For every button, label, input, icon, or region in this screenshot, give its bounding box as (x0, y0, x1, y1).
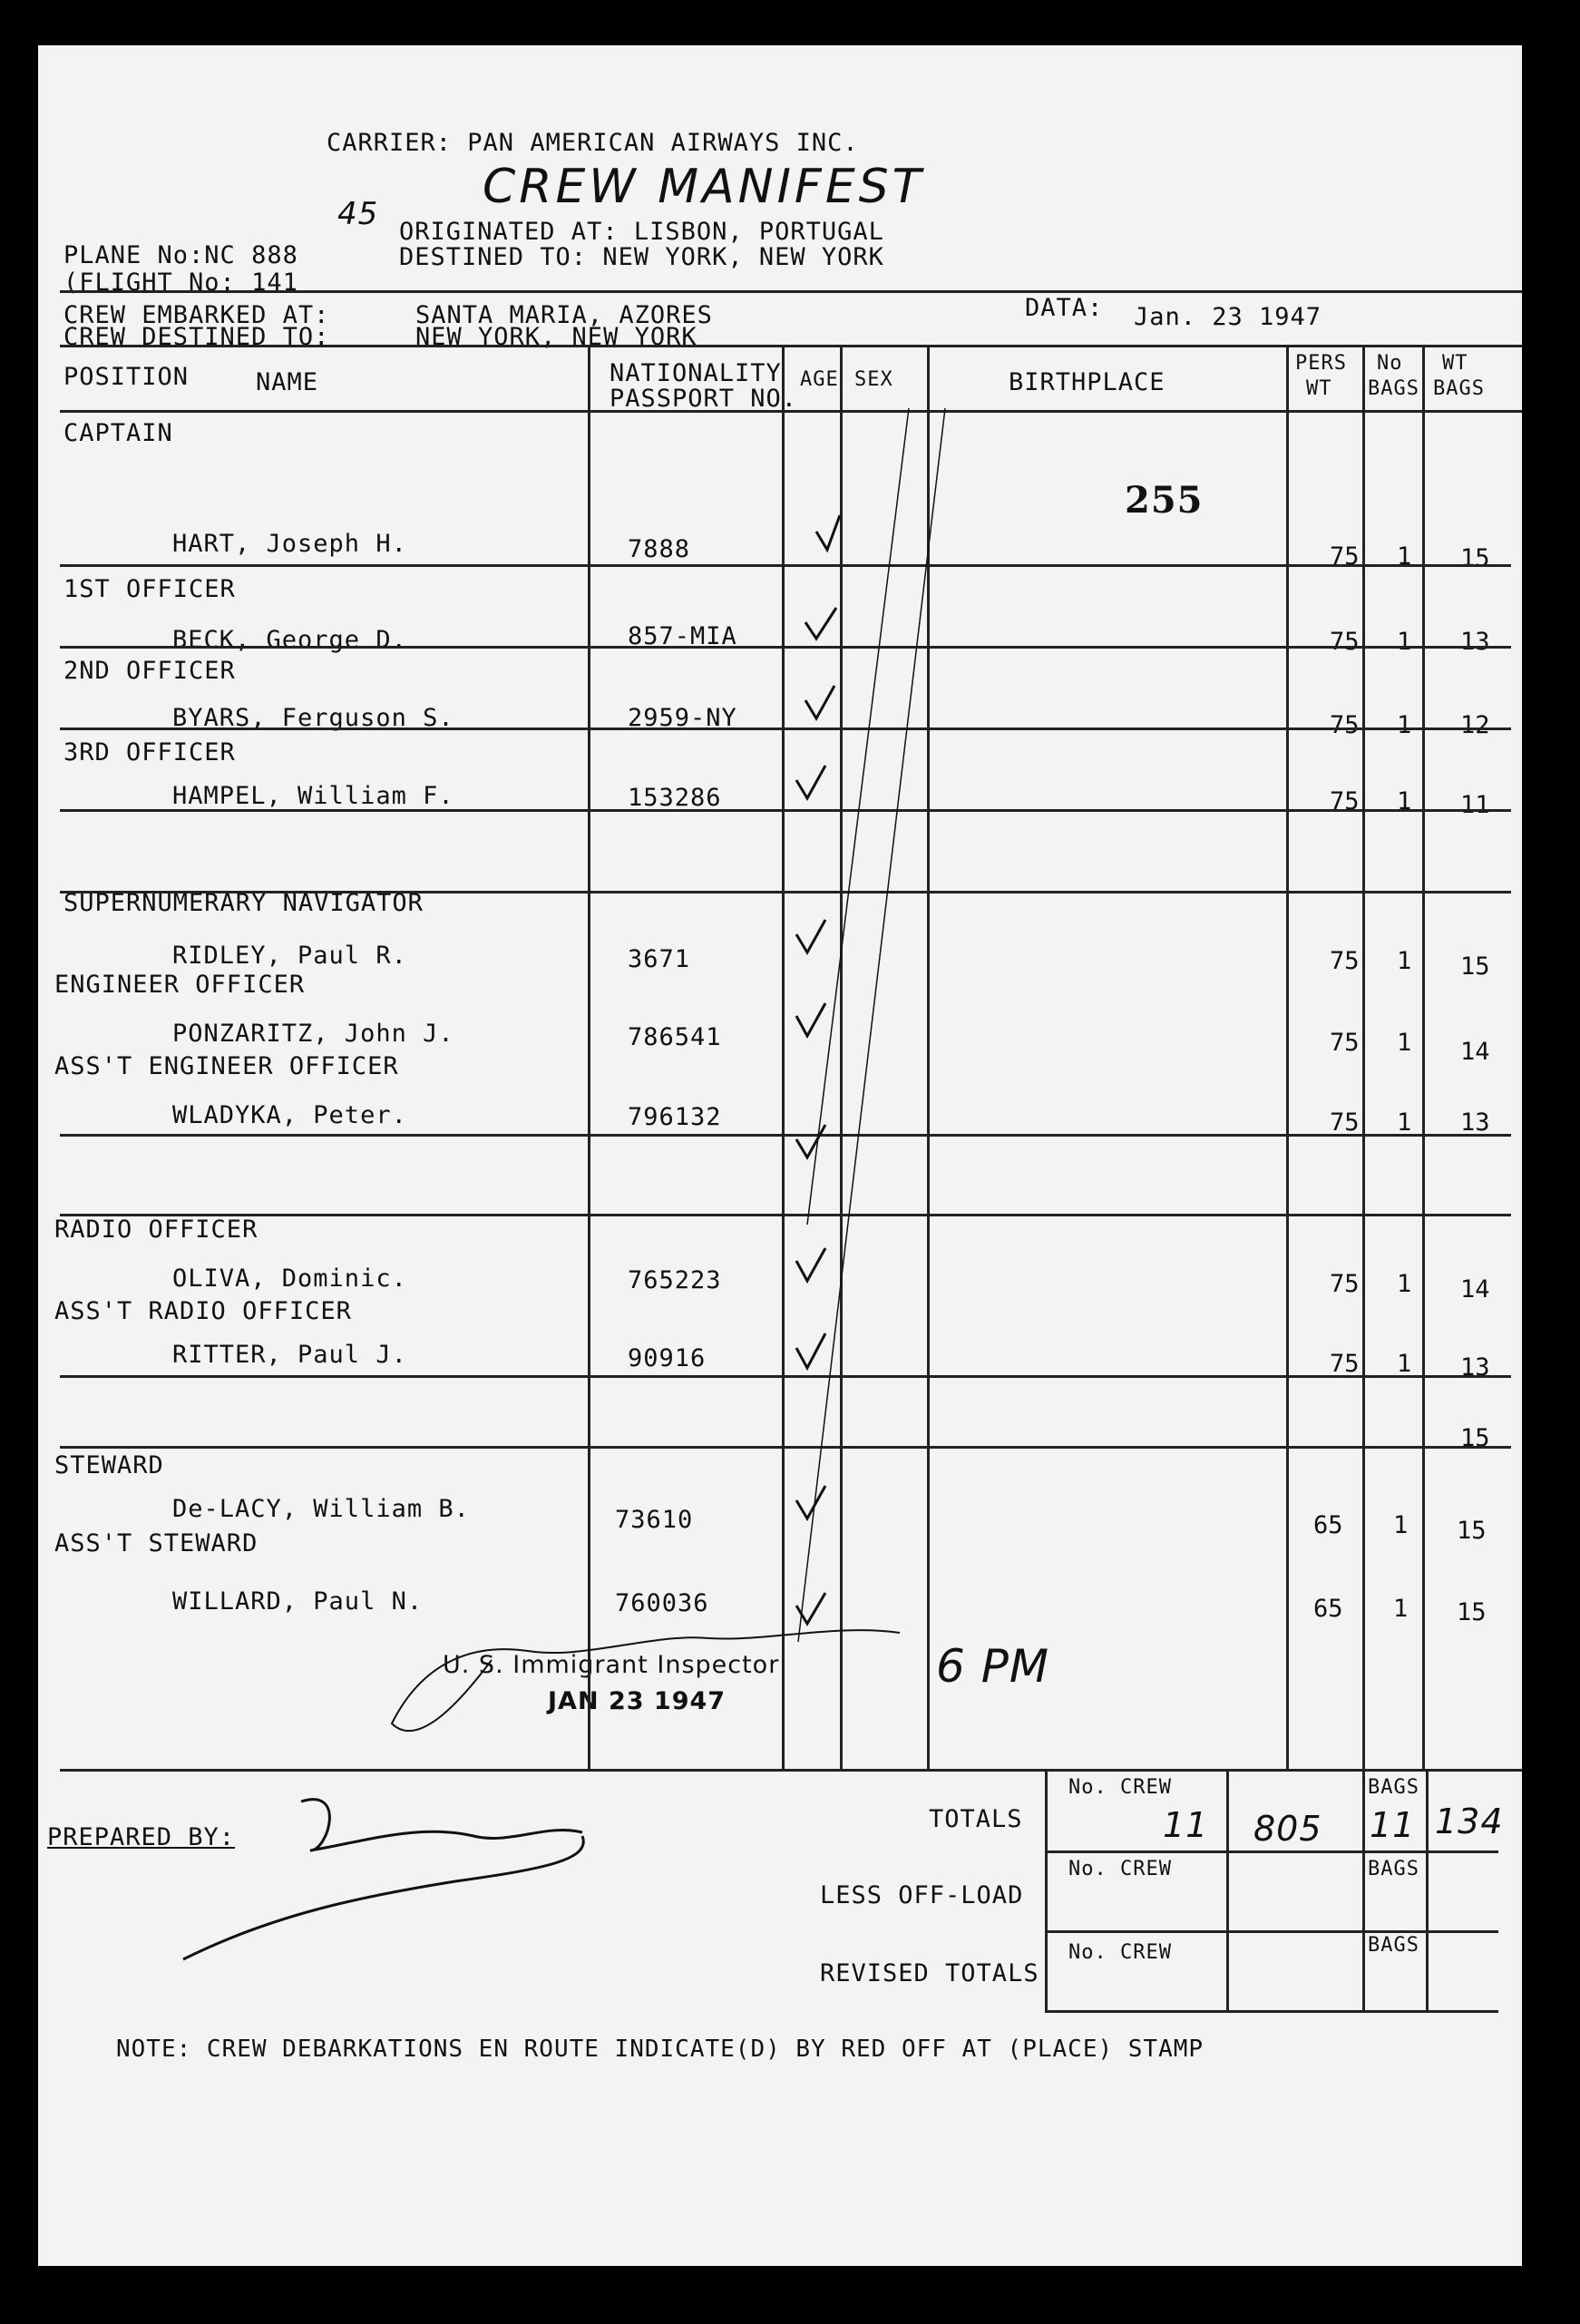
crew-bag-count: 1 (1397, 628, 1412, 656)
crew-bag-count: 1 (1397, 1270, 1412, 1298)
crew-passport: 796132 (628, 1103, 722, 1131)
crew-name: BECK, George D. (172, 626, 407, 654)
check-mark (816, 515, 840, 550)
crew-name: PONZARITZ, John J. (172, 1020, 454, 1048)
crew-bag-weight: 15 (1457, 1598, 1487, 1626)
col-sex: SEX (854, 368, 893, 391)
check-mark (796, 1248, 825, 1281)
crew-position: SUPERNUMERARY NAVIGATOR (63, 889, 424, 917)
crew-bag-count: 1 (1397, 1108, 1412, 1137)
col-bag-no: No (1377, 352, 1403, 375)
total-bags: 11 (1370, 1805, 1416, 1845)
crew-embarked-label: CREW EMBARKED AT: (63, 301, 330, 329)
crew-bag-count: 1 (1397, 1029, 1412, 1057)
prepared-by-label: PREPARED BY: (47, 1823, 236, 1851)
crew-bag-weight: 14 (1460, 1275, 1490, 1304)
revised-totals-label: REVISED TOTALS (820, 1959, 1039, 1987)
crew-weight: 75 (1330, 1029, 1360, 1057)
originated-at: ORIGINATED AT: LISBON, PORTUGAL (399, 218, 884, 246)
crew-bag-count: 1 (1397, 787, 1412, 815)
crew-weight: 75 (1330, 1270, 1360, 1298)
crew-bag-count: 1 (1397, 947, 1412, 975)
date-value: Jan. 23 1947 (1134, 303, 1322, 331)
col-pers-wt: WT (1306, 377, 1332, 400)
crew-weight: 75 (1330, 711, 1360, 739)
plane-number: PLANE No:NC 888 (63, 241, 298, 269)
check-mark (805, 686, 834, 718)
crew-bag-count: 1 (1393, 1511, 1409, 1539)
stamp-number: 255 (1125, 479, 1204, 522)
col-age: AGE (800, 368, 839, 391)
crew-position: ASS'T STEWARD (54, 1529, 258, 1557)
crew-bag-count: 1 (1397, 1350, 1412, 1378)
total-bag-weight: 134 (1435, 1802, 1504, 1841)
crew-passport: 153286 (628, 784, 722, 812)
less-bags-label: BAGS (1368, 1858, 1419, 1880)
crew-passport: 786541 (628, 1023, 722, 1051)
revised-no-crew-label: No. CREW (1068, 1941, 1172, 1964)
crew-bag-weight: 15 (1460, 952, 1490, 981)
check-mark (796, 920, 825, 952)
crew-name: HART, Joseph H. (172, 530, 407, 558)
crew-bag-weight: 11 (1460, 791, 1490, 819)
crew-name: WILLARD, Paul N. (172, 1587, 424, 1616)
crew-passport: 765223 (628, 1266, 722, 1294)
crew-name: BYARS, Ferguson S. (172, 704, 454, 732)
totals-label: TOTALS (929, 1805, 1023, 1833)
age-sex-slash (807, 408, 909, 1225)
check-mark (796, 1003, 825, 1036)
crew-name: RITTER, Paul J. (172, 1341, 407, 1369)
crew-name: HAMPEL, William F. (172, 782, 454, 810)
preparer-signature-flourish (183, 1836, 583, 1959)
crew-passport: 2959-NY (628, 704, 737, 732)
date-label: DATA: (1025, 294, 1104, 322)
crew-position: CAPTAIN (63, 419, 173, 447)
crew-position: 1ST OFFICER (63, 575, 236, 603)
check-mark (796, 1333, 825, 1368)
less-no-crew-label: No. CREW (1068, 1858, 1172, 1880)
crew-passport: 7888 (628, 535, 691, 563)
crew-position: RADIO OFFICER (54, 1216, 258, 1244)
inspector-title: U. S. Immigrant Inspector (443, 1651, 780, 1679)
check-mark (796, 1125, 825, 1157)
totals-no-crew-label: No. CREW (1068, 1776, 1172, 1799)
inspector-signature (392, 1630, 900, 1731)
crew-weight: 75 (1330, 787, 1360, 815)
total-crew-count: 11 (1163, 1805, 1209, 1845)
manifest-sheet (38, 45, 1522, 2266)
crew-bag-count: 1 (1393, 1595, 1409, 1623)
crew-bag-weight: 12 (1460, 711, 1490, 739)
flight-number: (FLIGHT No: 141 (63, 269, 298, 297)
manifest-title: CREW MANIFEST (483, 160, 925, 214)
col-bag-wt: WT (1442, 352, 1468, 375)
crew-bag-weight: 14 (1460, 1038, 1490, 1066)
crew-name: RIDLEY, Paul R. (172, 942, 407, 970)
col-passport: PASSPORT NO. (610, 385, 798, 413)
crew-passport: 857-MIA (628, 622, 737, 650)
col-birthplace: BIRTHPLACE (1009, 368, 1165, 396)
extra-bag-weight: 15 (1460, 1424, 1490, 1452)
check-mark (796, 1486, 825, 1518)
crew-bag-weight: 13 (1460, 628, 1490, 656)
check-mark (805, 608, 836, 639)
crew-bag-count: 1 (1397, 711, 1412, 739)
total-weight: 805 (1253, 1809, 1322, 1849)
crew-passport: 3671 (628, 945, 691, 973)
crew-bag-weight: 15 (1460, 544, 1490, 572)
preparer-signature (301, 1800, 582, 1850)
col-pers: PERS (1295, 352, 1347, 375)
footer-note: NOTE: CREW DEBARKATIONS EN ROUTE INDICATE(D) BY RED OFF AT (PLACE) STAMP (116, 2036, 1205, 2063)
crew-position: 3RD OFFICER (63, 738, 236, 767)
destined-to: DESTINED TO: NEW YORK, NEW YORK (399, 243, 884, 271)
crew-weight: 65 (1313, 1595, 1343, 1623)
crew-position: ASS'T ENGINEER OFFICER (54, 1052, 399, 1080)
time-note: 6 PM (936, 1640, 1049, 1693)
crew-bag-weight: 15 (1457, 1517, 1487, 1545)
crew-weight: 75 (1330, 947, 1360, 975)
crew-bag-count: 1 (1397, 542, 1412, 571)
plane-hand-number: 45 (337, 196, 379, 232)
totals-bags-label: BAGS (1368, 1776, 1419, 1799)
crew-position: STEWARD (54, 1451, 164, 1479)
col-bag-count: BAGS (1368, 377, 1419, 400)
crew-position: 2ND OFFICER (63, 657, 236, 685)
crew-weight: 75 (1330, 1108, 1360, 1137)
carrier-line: CARRIER: PAN AMERICAN AIRWAYS INC. (327, 129, 859, 157)
crew-destined-value: NEW YORK, NEW YORK (415, 323, 697, 351)
crew-position: ENGINEER OFFICER (54, 971, 306, 999)
crew-weight: 75 (1330, 1350, 1360, 1378)
crew-destined-label: CREW DESTINED TO: (63, 323, 330, 351)
age-sex-slash (798, 408, 945, 1642)
crew-passport: 760036 (615, 1589, 709, 1617)
revised-bags-label: BAGS (1368, 1934, 1419, 1957)
col-nationality: NATIONALITY (610, 359, 782, 387)
crew-passport: 90916 (628, 1344, 707, 1372)
crew-name: De-LACY, William B. (172, 1495, 470, 1523)
crew-name: OLIVA, Dominic. (172, 1265, 407, 1293)
col-bag-wt-label: BAGS (1433, 377, 1485, 400)
crew-weight: 75 (1330, 628, 1360, 656)
inspector-date-stamp: JAN 23 1947 (548, 1687, 727, 1715)
crew-embarked-value: SANTA MARIA, AZORES (415, 301, 713, 329)
crew-bag-weight: 13 (1460, 1353, 1490, 1382)
handwriting-overlay (38, 45, 1522, 2266)
crew-position: ASS'T RADIO OFFICER (54, 1297, 352, 1325)
crew-bag-weight: 13 (1460, 1108, 1490, 1137)
less-off-load-label: LESS OFF-LOAD (820, 1881, 1024, 1909)
crew-weight: 65 (1313, 1511, 1343, 1539)
col-position: POSITION (63, 363, 190, 391)
check-mark (796, 766, 825, 798)
crew-weight: 75 (1330, 542, 1360, 571)
crew-passport: 73610 (615, 1506, 694, 1534)
crew-name: WLADYKA, Peter. (172, 1101, 407, 1129)
col-name: NAME (256, 368, 319, 396)
